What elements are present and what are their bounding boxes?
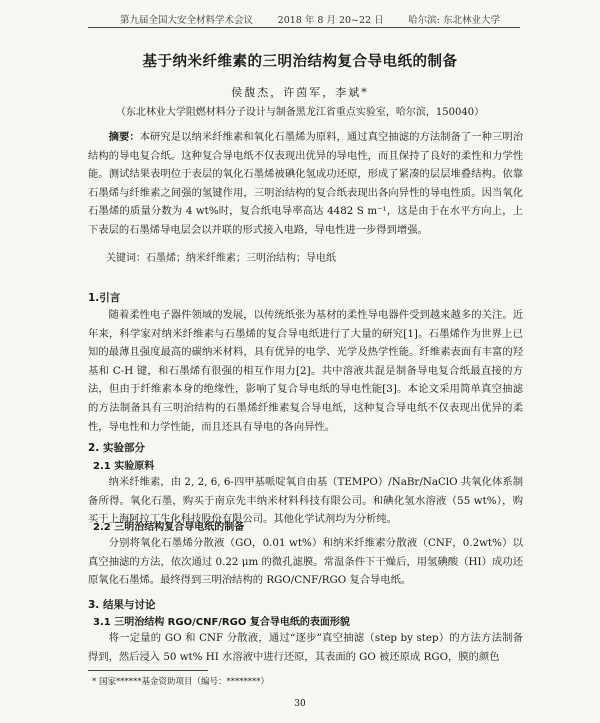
keywords-text: 石墨烯；纳米纤维素；三明治结构；导电纸 <box>146 253 336 264</box>
section-1-text: 随着柔性电子器件领域的发展，以传统纸张为基材的柔性导电器件受到越来越多的关注。近年来，科学家对纳米纤维素与石墨烯的复合导电纸进行了大量的研究[1]。石墨烯作为世界上已知的最薄且强度最高的碳纳米材料，具有优异的电学、光学及热学性能。纤维素表面有丰富的羟基和 C-H 键，和石墨烯有很强的相互作用力[2]。共中溶液共混是制备导电复合纸最直接的方法，但由于纤维素本身的绝缘性，影响了复合导电纸的导电性能[3]。本论文采用简单真空抽滤的方法制备具有三明治结构的石墨烯纤维素复合导电纸，这种复合导电纸不仅表现出优异的柔性，导电性和力学性能，而且还具有导电的各向异性。 <box>88 309 523 433</box>
abstract-label: 摘要： <box>108 131 140 143</box>
running-header <box>120 12 500 26</box>
page-number: 30 <box>294 699 306 709</box>
section-3-1-title: 3.1 三明治结构 RGO/CNF/RGO 复合导电纸的表面形貌 <box>93 617 350 628</box>
header-date: 2018 年 8 月 20~22 日 <box>277 15 384 26</box>
abstract-text: 本研究是以纳米纤维素和氧化石墨烯为原料，通过真空抽滤的方法制备了一种三明治结构的导电复合纸。这种复合导电纸不仅表现出优异的导电性，而且保持了良好的柔性和力学性能。测试结果表明位于表层的氧化石墨烯被碘化氢成功还原，形成了紧凑的层层堆叠结构。依靠石墨烯与纤维素之间强的氢键作用，三明治结构的复合纸表现出各向异性的导电性质。因当氧化石墨烯的质量分数为 4 wt%时，复合纸电导率高达 4482 S m⁻¹，这是由于在水平方向上，上下表层的石墨烯导电层会以并联的形式接入电路，导电性进一步得到增强。 <box>88 131 524 236</box>
paper-title: 基于纳米纤维素的三明治结构复合导电纸的制备 <box>142 54 458 70</box>
header-venue: 哈尔滨: 东北林业大学 <box>408 15 500 26</box>
footnote-rule <box>88 670 208 671</box>
authors: 侯馥杰，许茵军，李斌* <box>231 86 369 99</box>
abstract <box>88 128 523 240</box>
section-1-title: 1.引言 <box>88 292 121 304</box>
section-2-title: 2. 实验部分 <box>88 442 145 454</box>
section-3-title: 3. 结果与讨论 <box>88 599 156 611</box>
keywords-label: 关键词： <box>106 253 146 264</box>
section-2-2-title: 2.2 三明治结构复合导电纸的制备 <box>93 522 245 533</box>
header-conference: 第九届全国大安全材料学术会议 <box>120 15 254 26</box>
section-3-1-text: 将一定量的 GO 和 CNF 分散液，通过“逐步”真空抽滤（step by step）的方法方法制备得到，然后浸入 50 wt% HI 水溶液中进行还原，其表面的 GO 被还原成 RGO，膜的颜色 <box>88 632 523 663</box>
header-rule <box>88 27 520 28</box>
affiliation: （东北林业大学阻燃材料分子设计与制备黑龙江省重点实验室，哈尔滨，150040） <box>115 107 485 118</box>
section-2-1-text: 纳米纤维素，由 2, 2, 6, 6-四甲基哌啶氧自由基（TEMPO）/NaBr/NaClO 共氧化体系制备所得。氧化石墨，购买于南京先丰纳米材料科技有限公司。和碘化氢水溶液（55 wt%），购买于上海阿拉丁生化科技股份有限公司。其他化学试剂均为分析纯。 <box>88 476 523 526</box>
footnote: * 国家******基金资助项目（编号：********） <box>92 677 269 687</box>
keywords <box>88 250 541 269</box>
section-2-2-text: 分别将氧化石墨烯分散液（GO，0.01 wt%）和纳米纤维素分散液（CNF，0.2wt%）以真空抽滤的方法，依次通过 0.22 μm 的微孔滤膜。常温条件下干燥后，用氢碘酸（HI）成功还原氧化石墨烯。最终得到三明治结构的 RGO/CNF/RGO 复合导电纸。 <box>88 537 523 587</box>
section-2-1-title: 2.1 实验原料 <box>93 461 155 472</box>
